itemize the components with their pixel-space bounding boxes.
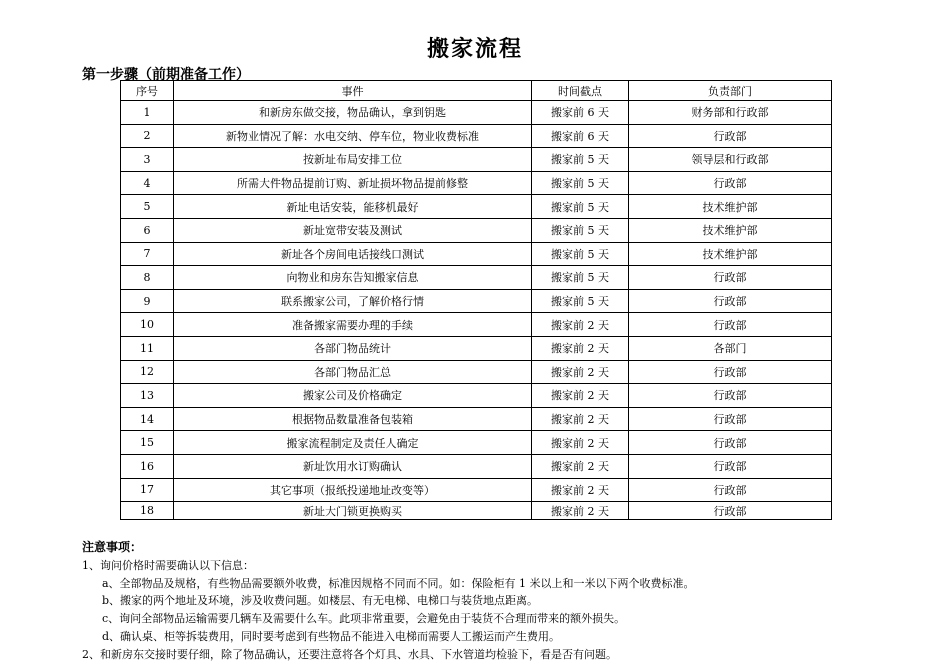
document-title: 搬家流程 <box>426 36 523 62</box>
row-department: 行政部 <box>629 502 832 520</box>
row-time: 搬家前 5 天 <box>532 195 629 219</box>
row-number: 6 <box>121 218 174 242</box>
notes-section <box>82 539 695 664</box>
note-subitem-d: d、确认桌、柜等拆装费用，同时要考虑到有些物品不能进入电梯而需要人工搬运而产生费用。 <box>102 629 561 643</box>
row-event: 搬家公司及价格确定 <box>174 384 532 408</box>
row-event: 各部门物品汇总 <box>174 360 532 384</box>
row-department: 行政部 <box>629 360 832 384</box>
row-time: 搬家前 2 天 <box>532 478 629 502</box>
row-number: 14 <box>121 407 174 431</box>
table-row <box>121 384 832 408</box>
row-time: 搬家前 5 天 <box>532 171 629 195</box>
row-department: 财务部和行政部 <box>629 101 832 125</box>
row-number: 4 <box>121 171 174 195</box>
row-department: 领导层和行政部 <box>629 148 832 172</box>
table-row <box>121 242 832 266</box>
row-department: 行政部 <box>629 124 832 148</box>
table-row <box>121 171 832 195</box>
table-row <box>121 336 832 360</box>
row-number: 15 <box>121 431 174 455</box>
row-number: 12 <box>121 360 174 384</box>
row-number: 17 <box>121 478 174 502</box>
row-department: 技术维护部 <box>629 242 832 266</box>
table-row <box>121 313 832 337</box>
row-department: 行政部 <box>629 313 832 337</box>
row-number: 1 <box>121 101 174 125</box>
row-number: 2 <box>121 124 174 148</box>
table-row <box>121 148 832 172</box>
row-number: 13 <box>121 384 174 408</box>
table-row <box>121 289 832 313</box>
row-number: 10 <box>121 313 174 337</box>
row-event: 新址各个房间电话接线口测试 <box>174 242 532 266</box>
table-header-row <box>121 81 832 101</box>
row-time: 搬家前 6 天 <box>532 101 629 125</box>
row-number: 7 <box>121 242 174 266</box>
row-event: 所需大件物品提前订购、新址损坏物品提前修整 <box>174 171 532 195</box>
table-row <box>121 124 832 148</box>
row-time: 搬家前 2 天 <box>532 502 629 520</box>
note-subitem-a: a、全部物品及规格，有些物品需要额外收费，标准因规格不同而不同。如：保险柜有 1 米以上和一米以下两个收费标准。 <box>102 576 695 590</box>
column-header-event: 事件 <box>174 81 532 101</box>
row-event: 新址电话安装，能移机最好 <box>174 195 532 219</box>
row-event: 联系搬家公司，了解价格行情 <box>174 289 532 313</box>
task-table <box>120 80 832 520</box>
table-row <box>121 218 832 242</box>
row-event: 新址饮用水订购确认 <box>174 454 532 478</box>
row-department: 技术维护部 <box>629 218 832 242</box>
row-department: 技术维护部 <box>629 195 832 219</box>
row-time: 搬家前 2 天 <box>532 384 629 408</box>
row-event: 新物业情况了解：水电交纳、停车位，物业收费标准 <box>174 124 532 148</box>
row-time: 搬家前 5 天 <box>532 289 629 313</box>
table-row <box>121 478 832 502</box>
row-department: 行政部 <box>629 171 832 195</box>
row-time: 搬家前 2 天 <box>532 360 629 384</box>
row-event: 搬家流程制定及责任人确定 <box>174 431 532 455</box>
note-item-1: 1、询问价格时需要确认以下信息： <box>82 558 254 572</box>
column-header-time: 时间截点 <box>532 81 629 101</box>
table-row <box>121 360 832 384</box>
table-row <box>121 431 832 455</box>
step-heading: 第一步骤（前期准备工作） <box>82 67 250 83</box>
row-number: 18 <box>121 502 174 520</box>
row-time: 搬家前 6 天 <box>532 124 629 148</box>
row-department: 各部门 <box>629 336 832 360</box>
row-time: 搬家前 5 天 <box>532 218 629 242</box>
row-time: 搬家前 5 天 <box>532 148 629 172</box>
row-department: 行政部 <box>629 384 832 408</box>
row-event: 新址宽带安装及测试 <box>174 218 532 242</box>
column-header-department: 负责部门 <box>629 81 832 101</box>
table-row <box>121 266 832 290</box>
column-header-number: 序号 <box>121 81 174 101</box>
note-subitem-b: b、搬家的两个地址及环境，涉及收费问题。如楼层、有无电梯、电梯口与装货地点距离。 <box>102 594 539 608</box>
table-row <box>121 101 832 125</box>
table-row <box>121 454 832 478</box>
notes-title: 注意事项： <box>82 540 143 554</box>
row-time: 搬家前 2 天 <box>532 431 629 455</box>
row-event: 按新址布局安排工位 <box>174 148 532 172</box>
row-time: 搬家前 2 天 <box>532 313 629 337</box>
row-event: 准备搬家需要办理的手续 <box>174 313 532 337</box>
row-number: 3 <box>121 148 174 172</box>
row-event: 根据物品数量准备包装箱 <box>174 407 532 431</box>
row-event: 向物业和房东告知搬家信息 <box>174 266 532 290</box>
row-event: 和新房东做交接，物品确认，拿到钥匙 <box>174 101 532 125</box>
row-time: 搬家前 2 天 <box>532 336 629 360</box>
row-department: 行政部 <box>629 407 832 431</box>
row-time: 搬家前 2 天 <box>532 454 629 478</box>
row-event: 其它事项（报纸投递地址改变等） <box>174 478 532 502</box>
row-number: 11 <box>121 336 174 360</box>
row-event: 新址大门锁更换购买 <box>174 502 532 520</box>
note-item-2: 2、和新房东交接时要仔细，除了物品确认，还要注意将各个灯具、水具、下水管道均检验下，看是否有问题。 <box>82 647 617 661</box>
row-time: 搬家前 5 天 <box>532 242 629 266</box>
row-department: 行政部 <box>629 431 832 455</box>
table-row <box>121 407 832 431</box>
table-row <box>121 195 832 219</box>
row-event: 各部门物品统计 <box>174 336 532 360</box>
row-time: 搬家前 2 天 <box>532 407 629 431</box>
row-number: 5 <box>121 195 174 219</box>
row-department: 行政部 <box>629 266 832 290</box>
row-time: 搬家前 5 天 <box>532 266 629 290</box>
row-department: 行政部 <box>629 454 832 478</box>
row-number: 9 <box>121 289 174 313</box>
table-row <box>121 502 832 520</box>
row-number: 8 <box>121 266 174 290</box>
row-department: 行政部 <box>629 478 832 502</box>
note-subitem-c: c、询问全部物品运输需要几辆车及需要什么车。此项非常重要，会避免由于装货不合理而带来的额外损失。 <box>102 612 626 626</box>
row-department: 行政部 <box>629 289 832 313</box>
row-number: 16 <box>121 454 174 478</box>
